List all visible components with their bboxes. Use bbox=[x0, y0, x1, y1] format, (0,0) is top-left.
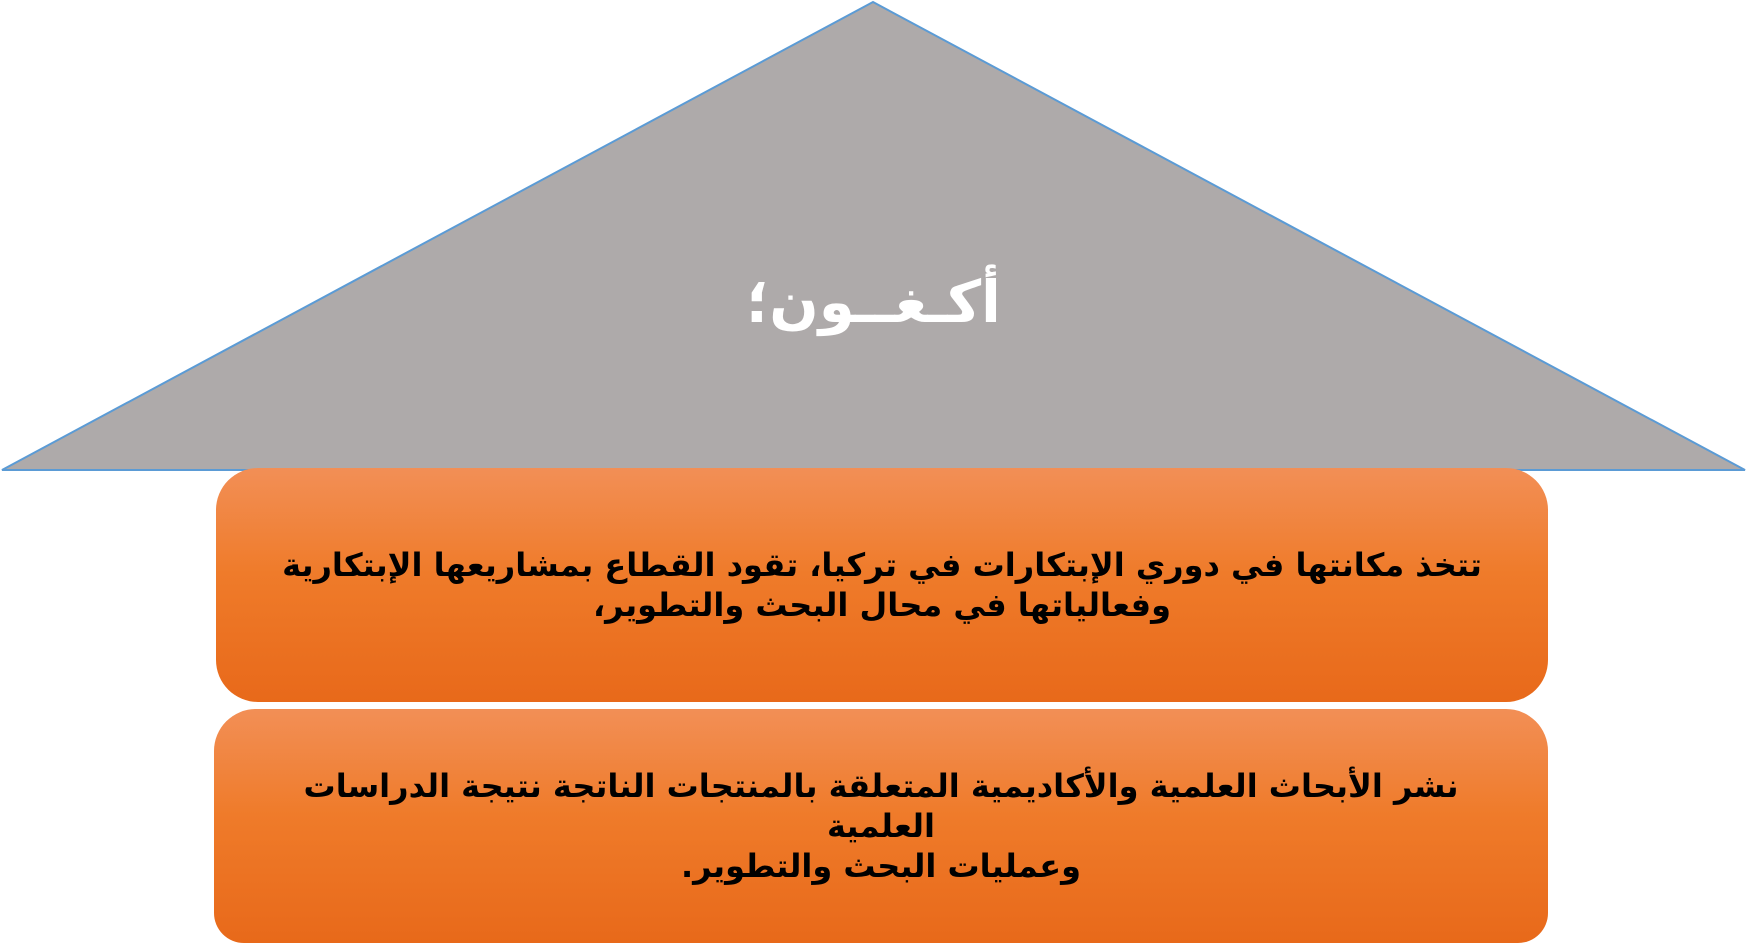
roof-title: أكـغــون؛ bbox=[746, 268, 1001, 336]
content-box-1 bbox=[216, 468, 1548, 702]
roof-shape bbox=[2, 2, 1745, 470]
content-box-1-text: تتخذ مكانتها في دوري الإبتكارات في تركيا، تقود القطاع بمشاريعها الإبتكارية وفعالياتها في محال البحث والتطوير، bbox=[282, 546, 1482, 624]
content-box-2 bbox=[214, 709, 1548, 943]
content-box-2-text: نشر الأبحاث العلمية والأكاديمية المتعلقة بالمنتجات الناتجة نتيجة الدراسات العلمية وعمليات البحث والتطوير. bbox=[303, 767, 1459, 885]
